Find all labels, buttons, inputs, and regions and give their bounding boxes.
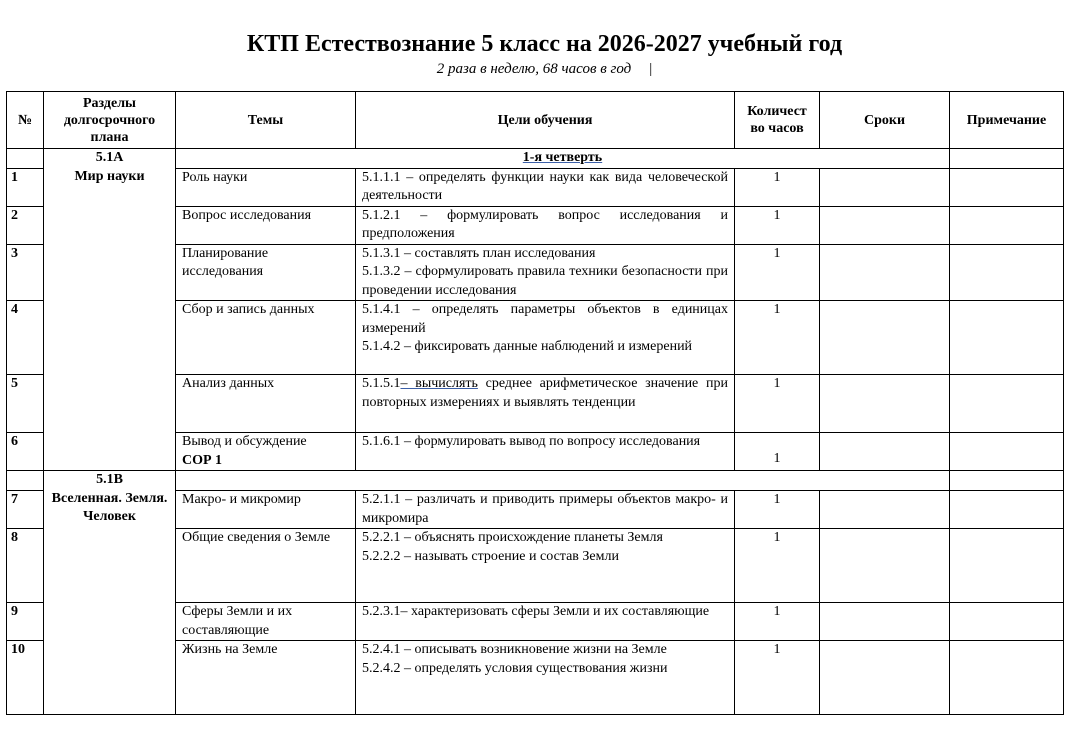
row-hours: 1 bbox=[735, 301, 820, 375]
document-title: КТП Естествознание 5 класс на 2026-2027 учебный год bbox=[246, 31, 843, 57]
goal-line: 5.2.4.2 – определять условия существования жизни bbox=[362, 660, 668, 676]
section-2-code: 5.1В bbox=[96, 472, 123, 487]
row-goal: 5.2.1.1 – различать и приводить примеры объектов макро- и микромира bbox=[356, 491, 735, 529]
row-num: 7 bbox=[7, 491, 44, 529]
row-num: 4 bbox=[7, 301, 44, 375]
row-hours: 1 bbox=[735, 529, 820, 603]
row-goal bbox=[356, 529, 735, 603]
header-num: № bbox=[7, 92, 44, 149]
header-goals: Цели обучения bbox=[356, 92, 735, 149]
row-topic: Общие сведения о Земле bbox=[176, 529, 356, 603]
row-goal: 5.1.6.1 – формулировать вывод по вопросу исследования bbox=[356, 433, 735, 471]
row-notes bbox=[950, 301, 1064, 375]
row-notes bbox=[950, 641, 1064, 715]
row-num: 1 bbox=[7, 168, 44, 206]
goal-line: 5.1.4.1 – определять параметры объектов в единицах измерений bbox=[362, 302, 728, 336]
row-notes bbox=[950, 603, 1064, 641]
row-topic: Роль науки bbox=[176, 168, 356, 206]
row-notes bbox=[950, 244, 1064, 301]
row-goal: 5.1.1.1 – определять функции науки как вида человеческой деятельности bbox=[356, 168, 735, 206]
row-notes bbox=[950, 529, 1064, 603]
row-topic bbox=[176, 433, 356, 471]
section-2-name: Вселенная. Земля. Человек bbox=[51, 490, 168, 524]
row-goal: 5.1.2.1 – формулировать вопрос исследования и предположения bbox=[356, 206, 735, 244]
row-hours: 1 bbox=[735, 641, 820, 715]
row-dates bbox=[820, 491, 950, 529]
row-notes bbox=[950, 206, 1064, 244]
row-dates bbox=[820, 301, 950, 375]
row-dates bbox=[820, 375, 950, 433]
row-hours: 1 bbox=[735, 375, 820, 433]
row-notes bbox=[950, 433, 1064, 471]
row-goal: 5.2.3.1– характеризовать сферы Земли и их составляющие bbox=[356, 603, 735, 641]
goal-code: 5.1.5.1 bbox=[362, 376, 401, 391]
goal-line: 5.2.2.2 – называть строение и состав Земли bbox=[362, 548, 619, 564]
row-num: 10 bbox=[7, 641, 44, 715]
document-subtitle bbox=[0, 60, 1089, 78]
row-dates bbox=[820, 641, 950, 715]
goal-verb: – вычислять bbox=[400, 376, 478, 391]
row-topic: Сбор и запись данных bbox=[176, 301, 356, 375]
row-num: 3 bbox=[7, 244, 44, 301]
section-1-cell bbox=[44, 149, 176, 471]
row-num: 8 bbox=[7, 529, 44, 603]
goal-rest: среднее арифметическое значение при повторных измерениях и выявлять тенденции bbox=[362, 376, 728, 410]
row-goal bbox=[356, 641, 735, 715]
row-hours: 1 bbox=[735, 244, 820, 301]
row-notes bbox=[950, 168, 1064, 206]
curriculum-table bbox=[6, 91, 1064, 715]
subtitle-text: 2 раза в неделю, 68 часов в год bbox=[436, 61, 632, 77]
section-1-name: Мир науки bbox=[74, 168, 145, 184]
section-break-row bbox=[7, 471, 1064, 491]
quarter-label: 1-я четверть bbox=[522, 150, 603, 165]
row-hours: 1 bbox=[735, 433, 820, 471]
header-section: Разделы долгосрочного плана bbox=[44, 92, 176, 149]
row-notes bbox=[950, 375, 1064, 433]
header-notes: Примечание bbox=[950, 92, 1064, 149]
row-goal bbox=[356, 244, 735, 301]
goal-line: 5.2.4.1 – описывать возникновение жизни на Земле bbox=[362, 642, 667, 657]
row-hours: 1 bbox=[735, 206, 820, 244]
section-2-cell bbox=[44, 471, 176, 715]
row-hours: 1 bbox=[735, 603, 820, 641]
row-dates bbox=[820, 529, 950, 603]
row-notes bbox=[950, 491, 1064, 529]
row-num: 6 bbox=[7, 433, 44, 471]
row-hours: 1 bbox=[735, 491, 820, 529]
quarter-row bbox=[7, 149, 1064, 169]
header-dates: Сроки bbox=[820, 92, 950, 149]
header-row bbox=[7, 92, 1064, 149]
row-dates bbox=[820, 168, 950, 206]
goal-line: 5.1.4.2 – фиксировать данные наблюдений и измерений bbox=[362, 339, 693, 354]
goal-line: 5.2.2.1 – объяснять происхождение планеты Земля bbox=[362, 530, 663, 545]
row-topic: Макро- и микромир bbox=[176, 491, 356, 529]
row-dates bbox=[820, 244, 950, 301]
row-dates bbox=[820, 433, 950, 471]
topic-text: Вывод и обсуждение bbox=[182, 434, 307, 449]
row-dates bbox=[820, 206, 950, 244]
row-goal bbox=[356, 375, 735, 433]
assessment-label: СОР 1 bbox=[182, 452, 223, 468]
header-hours: Количест во часов bbox=[735, 92, 820, 149]
section-1-code: 5.1А bbox=[95, 150, 124, 165]
row-topic: Жизнь на Земле bbox=[176, 641, 356, 715]
goal-line: 5.1.3.2 – сформулировать правила техники безопасности при проведении исследования bbox=[362, 264, 728, 298]
row-num: 9 bbox=[7, 603, 44, 641]
row-num: 5 bbox=[7, 375, 44, 433]
quarter-label-cell bbox=[176, 149, 950, 169]
row-topic: Анализ данных bbox=[176, 375, 356, 433]
row-topic: Вопрос исследования bbox=[176, 206, 356, 244]
row-goal bbox=[356, 301, 735, 375]
row-dates bbox=[820, 603, 950, 641]
row-hours: 1 bbox=[735, 168, 820, 206]
goal-line: 5.1.3.1 – составлять план исследования bbox=[362, 245, 596, 261]
header-topics: Темы bbox=[176, 92, 356, 149]
row-topic: Сферы Земли и их составляющие bbox=[176, 603, 356, 641]
row-num: 2 bbox=[7, 206, 44, 244]
text-cursor: | bbox=[649, 61, 653, 77]
row-topic: Планирование исследования bbox=[176, 244, 356, 301]
